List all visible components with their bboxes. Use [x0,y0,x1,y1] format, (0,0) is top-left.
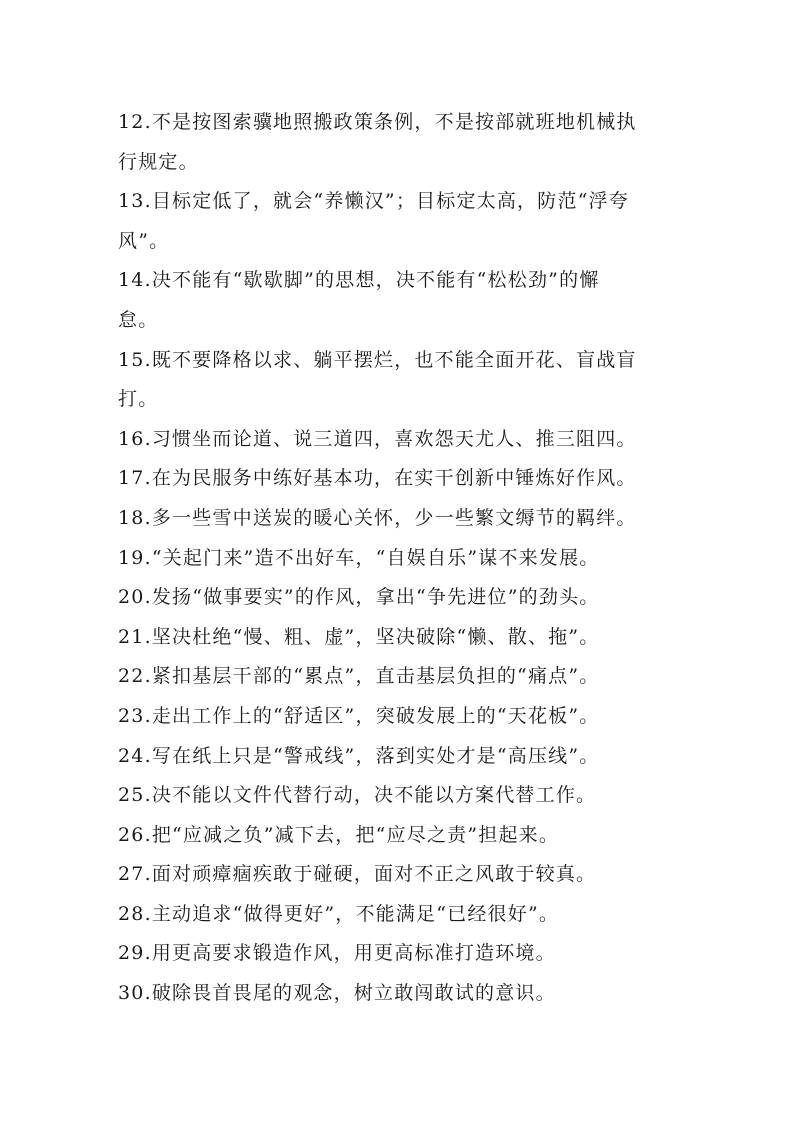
text-line: 30.破除畏首畏尾的观念，树立敢闯敢试的意识。 [118,982,556,1005]
text-line: 29.用更高要求锻造作风，用更高标准打造环境。 [118,942,556,965]
text-line: 25.决不能以文件代替行动，决不能以方案代替工作。 [118,784,597,807]
text-line: 22.紧扣基层干部的“累点”，直击基层负担的“痛点”。 [118,665,600,688]
text-line: 28.主动追求“做得更好”，不能满足“已经很好”。 [118,902,560,925]
text-line: 19.“关起门来”造不出好车，“自娱自乐”谋不来发展。 [118,546,600,569]
text-line: 13.目标定低了，就会“养懒汉”；目标定太高，防范“浮夸 [118,190,629,213]
text-line: 行规定。 [118,150,199,173]
text-line: 打。 [118,388,159,411]
text-line: 26.把“应减之负”减下去，把“应尽之责”担起来。 [118,823,560,846]
document-body [118,103,680,1014]
text-line: 24.写在纸上只是“警戒线”，落到实处才是“高压线”。 [118,744,600,767]
text-line: 23.走出工作上的“舒适区”，突破发展上的“天花板”。 [118,704,600,727]
text-line: 17.在为民服务中练好基本功，在实干创新中锤炼好作风。 [118,467,637,490]
text-line: 16.习惯坐而论道、说三道四，喜欢怨天尤人、推三阻四。 [118,427,637,450]
text-line: 15.既不要降格以求、躺平摆烂，也不能全面开花、盲战盲 [118,348,637,371]
text-line: 14.决不能有“歇歇脚”的思想，决不能有“松松劲”的懈 [118,269,600,292]
text-line: 20.发扬“做事要实”的作风，拿出“争先进位”的劲头。 [118,586,600,609]
text-line: 21.坚决杜绝“慢、粗、虚”，坚决破除“懒、散、拖”。 [118,625,600,648]
text-line: 风”。 [118,229,170,252]
text-line: 12.不是按图索骥地照搬政策条例，不是按部就班地机械执 [118,111,637,133]
text-line: 27.面对顽瘴痼疾敢于碰硬，面对不正之风敢于较真。 [118,863,597,886]
text-line: 18.多一些雪中送炭的暖心关怀，少一些繁文缛节的羁绊。 [118,506,637,529]
text-line: 怠。 [118,308,159,331]
